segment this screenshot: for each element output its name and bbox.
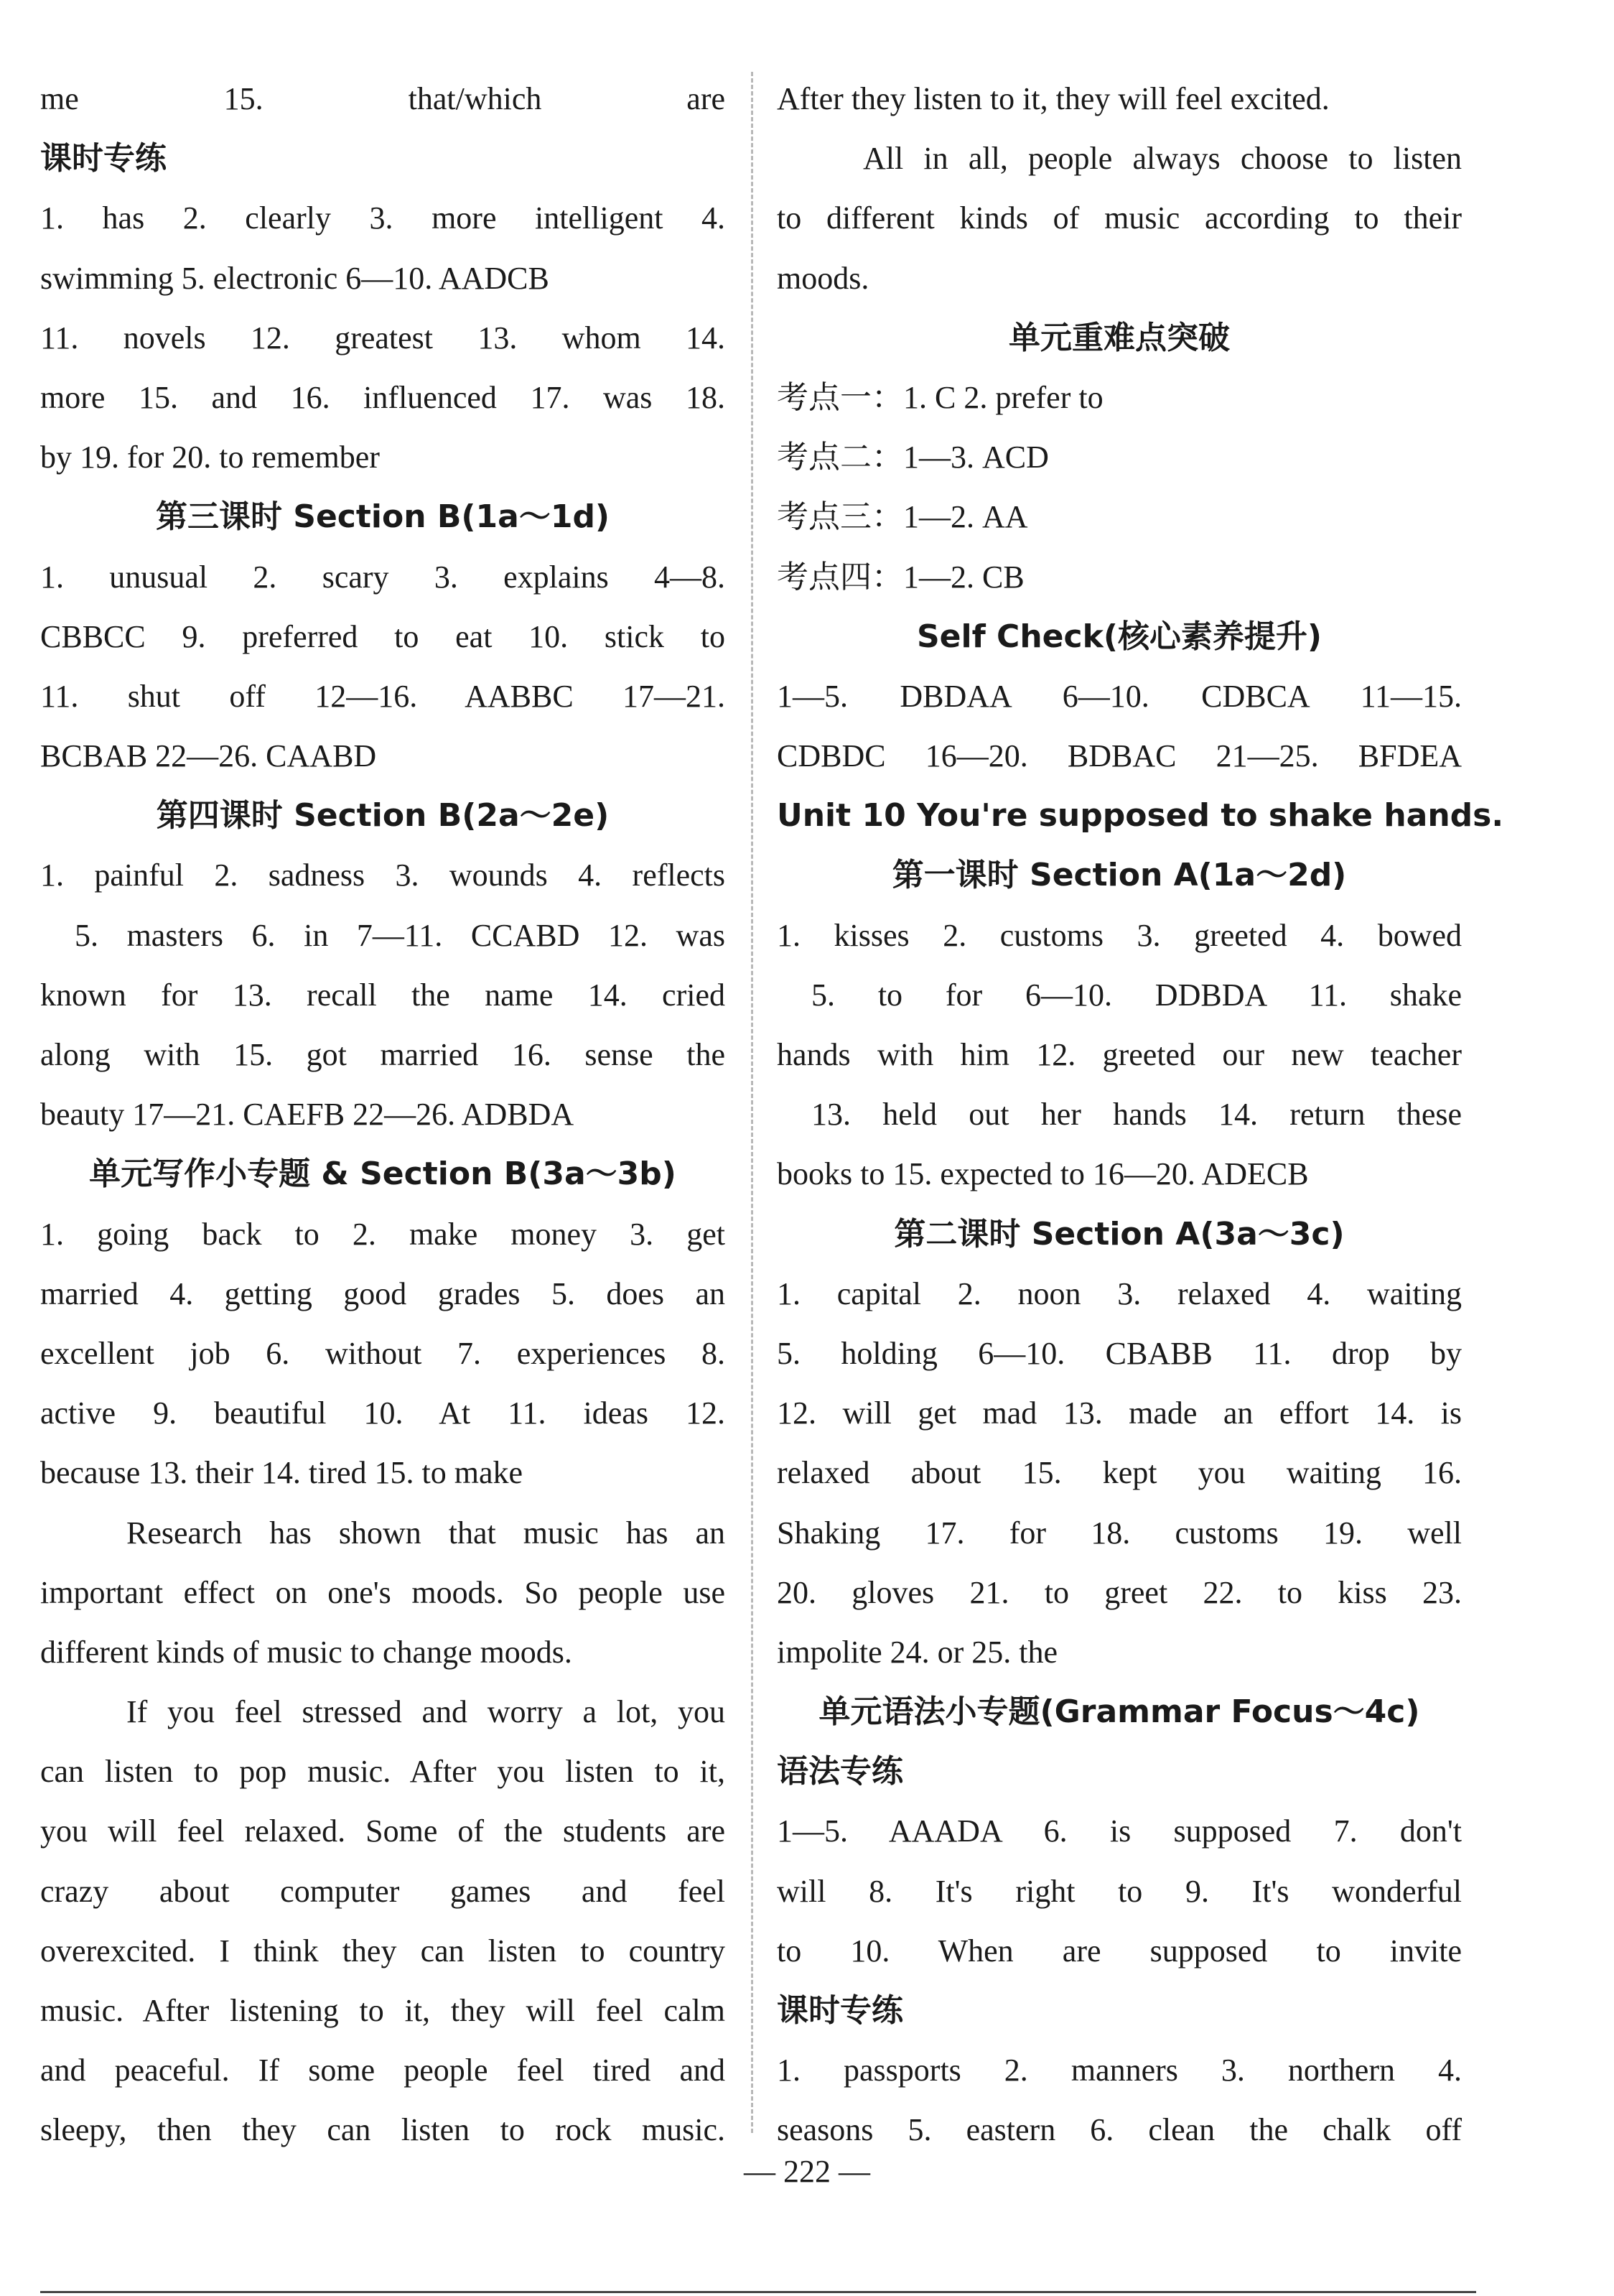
answer-line: by 19. for 20. to remember [40,440,380,475]
answer-line: overexcited. I think they can listen to country [40,1933,725,1969]
column-divider [751,72,753,2133]
answer-line: and peaceful. If some people feel tired and [40,2053,725,2088]
answer-line: to 10. When are supposed to invite [777,1933,1462,1969]
section-heading: 第三课时 Section B(1a～1d) [155,498,610,536]
answer-line: 1—5. AAADA 6. is supposed 7. don't [777,1813,1462,1849]
answer-line: along with 15. got married 16. sense the [40,1037,725,1072]
answer-line: 考点二：1—3. ACD [777,440,1049,475]
answer-line: 1. going back to 2. make money 3. get [40,1216,725,1252]
answer-line: more 15. and 16. influenced 17. was 18. [40,379,725,415]
section-heading: 第一课时 Section A(1a～2d) [892,857,1347,894]
answer-line: beauty 17—21. CAEFB 22—26. ADBDA [40,1097,574,1133]
answer-line: 5. to for 6—10. DDBDA 11. shake [811,977,1462,1013]
answer-line: excellent job 6. without 7. experiences 8. [40,1335,725,1371]
answer-line: 12. will get mad 13. made an effort 14. is [777,1395,1462,1431]
answer-line: relaxed about 15. kept you waiting 16. [777,1455,1462,1491]
page-number: — 222 — [744,2154,870,2189]
answer-line: 11. novels 12. greatest 13. whom 14. [40,320,725,355]
answer-line: Research has shown that music has an [126,1515,725,1551]
right-column [777,69,1504,2160]
left-column [40,69,725,2160]
answer-line: 考点三：1—2. AA [777,499,1028,535]
answer-line: different kinds of music to change moods. [40,1634,572,1670]
answer-line: 13. held out her hands 14. return these [811,1097,1462,1133]
section-heading: 第四课时 Section B(2a～2e) [156,797,610,835]
answer-line: 1. passports 2. manners 3. northern 4. [777,2053,1462,2088]
answer-line: 5. masters 6. in 7—11. CCABD 12. was [75,917,725,953]
answer-line: 5. holding 6—10. CBABB 11. drop by [777,1335,1462,1371]
answer-line: will 8. It's right to 9. It's wonderful [777,1873,1462,1909]
answer-line: hands with him 12. greeted our new teacher [777,1037,1462,1072]
answer-line: impolite 24. or 25. the [777,1634,1058,1670]
section-heading: 课时专练 [777,1992,903,2029]
answer-line: important effect on one's moods. So people use [40,1574,725,1610]
answer-line: to different kinds of music according to their [777,200,1462,236]
answer-line: active 9. beautiful 10. At 11. ideas 12. [40,1395,725,1431]
answer-line: seasons 5. eastern 6. clean the chalk off [777,2112,1462,2148]
answer-line: sleepy, then they can listen to rock music. [40,2112,725,2148]
answer-line: you will feel relaxed. Some of the students are [40,1813,725,1849]
answer-line: swimming 5. electronic 6—10. AADCB [40,260,549,296]
answer-line: moods. [777,260,869,296]
answer-line: If you feel stressed and worry a lot, you [126,1694,725,1730]
section-heading: 单元写作小专题 & Section B(3a～3b) [89,1156,676,1193]
section-heading: Self Check(核心素养提升) [916,618,1323,655]
answer-line: CDBDC 16—20. BDBAC 21—25. BFDEA [777,738,1462,774]
bottom-rule [40,2291,1476,2293]
answer-line: After they listen to it, they will feel excited. [777,81,1330,116]
answer-line: 11. shut off 12—16. AABBC 17—21. [40,678,725,714]
answer-line: 1. capital 2. noon 3. relaxed 4. waiting [777,1275,1462,1311]
section-heading: 语法专练 [777,1753,903,1790]
answer-line: 考点一：1. C 2. prefer to [777,379,1104,415]
answer-line: BCBAB 22—26. CAABD [40,738,377,774]
answer-line: 1. painful 2. sadness 3. wounds 4. reflects [40,857,725,893]
answer-line: because 13. their 14. tired 15. to make [40,1455,523,1491]
answer-line: Shaking 17. for 18. customs 19. well [777,1515,1462,1551]
answer-line: 1. has 2. clearly 3. more intelligent 4. [40,200,725,236]
section-heading: 单元重难点突破 [1009,319,1230,356]
section-heading: 课时专练 [40,140,167,177]
answer-line: 考点四：1—2. CB [777,559,1025,595]
section-heading: Unit 10 You're supposed to shake hands. [777,797,1504,835]
answer-line: 1. unusual 2. scary 3. explains 4—8. [40,559,725,595]
answer-line: music. After listening to it, they will feel calm [40,1993,725,2028]
answer-line: crazy about computer games and feel [40,1873,725,1909]
answer-line: 1—5. DBDAA 6—10. CDBCA 11—15. [777,678,1462,714]
answer-line: married 4. getting good grades 5. does an [40,1275,725,1311]
answer-line: known for 13. recall the name 14. cried [40,977,725,1013]
section-heading: 单元语法小专题(Grammar Focus～4c) [818,1693,1420,1731]
answer-line: books to 15. expected to 16—20. ADECB [777,1156,1309,1192]
answer-line: me 15. that/which are [40,81,725,116]
answer-line: 20. gloves 21. to greet 22. to kiss 23. [777,1574,1462,1610]
answer-line: All in all, people always choose to listen [863,141,1462,177]
answer-line: CBBCC 9. preferred to eat 10. stick to [40,618,725,654]
answer-line: can listen to pop music. After you listen to it, [40,1754,725,1790]
answer-line: 1. kisses 2. customs 3. greeted 4. bowed [777,917,1462,953]
section-heading: 第二课时 Section A(3a～3c) [894,1215,1345,1252]
